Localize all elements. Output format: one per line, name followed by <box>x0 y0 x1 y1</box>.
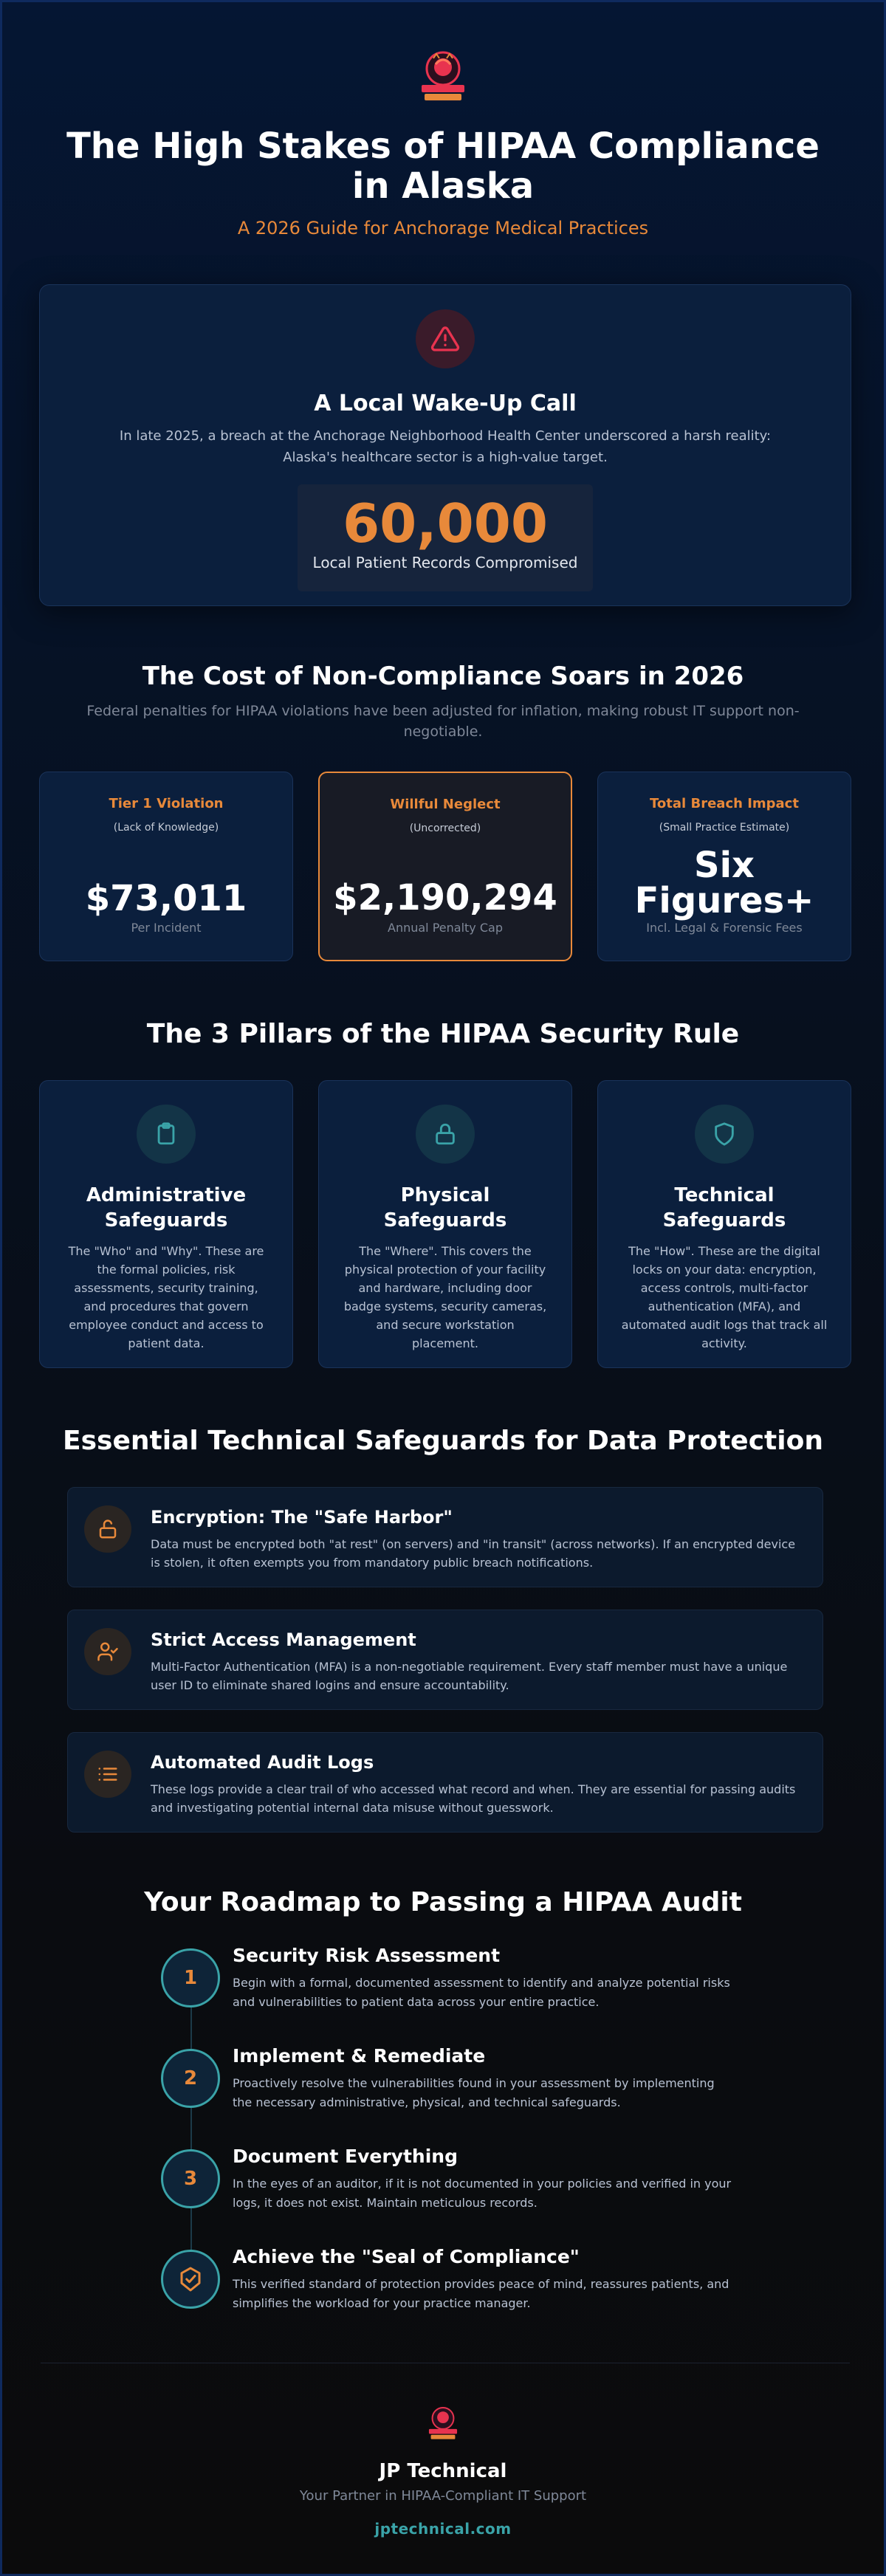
step-title: Achieve the "Seal of Compliance" <box>233 2246 580 2267</box>
shield-icon <box>695 1105 754 1164</box>
step-number: 1 <box>161 1948 220 2007</box>
pillar-text: The "Where". This covers the physical protection of your facility and hardware, including door badge systems, security cameras, and secure workstation placement. <box>343 1244 547 1350</box>
tier-footnote: Annual Penalty Cap <box>388 921 503 935</box>
pillar-text: The "Who" and "Why". These are the formal policies, risk assessments, security training, and procedures that govern employee conduct and access to patient data. <box>68 1244 264 1350</box>
seal-check-icon <box>161 2250 220 2309</box>
unlock-icon <box>84 1505 131 1553</box>
tier-name: Total Breach Impact <box>650 796 799 811</box>
step-text: In the eyes of an auditor, if it is not documented in your policies and verified in your logs, it does not exist. Maintain meticulous records. <box>233 2177 732 2210</box>
step-number: 3 <box>161 2149 220 2208</box>
alert-triangle-icon <box>416 309 475 368</box>
tier-note: (Lack of Knowledge) <box>113 822 219 834</box>
cost-section-subtitle: Federal penalties for HIPAA violations have been adjusted for inflation, making robust IT support non-negotiable. <box>86 703 800 740</box>
page-title: The High Stakes of HIPAA Compliance in Alaska <box>66 126 820 207</box>
pillar-title: Physical Safeguards <box>383 1184 507 1232</box>
cost-section-title: The Cost of Non-Compliance Soars in 2026 <box>142 662 744 691</box>
wake-up-card <box>39 284 851 606</box>
footer-tagline: Your Partner in HIPAA-Compliant IT Support <box>299 2488 587 2504</box>
tier-value-line1: Six <box>694 845 755 886</box>
pillars-section-title: The 3 Pillars of the HIPAA Security Rule <box>146 1019 740 1049</box>
safeguard-item-audit-logs <box>67 1732 823 1833</box>
tier-name: Willful Neglect <box>390 797 501 812</box>
lock-icon <box>416 1105 475 1164</box>
step-title: Document Everything <box>233 2146 458 2167</box>
step-number: 2 <box>161 2049 220 2108</box>
pillar-card-administrative <box>39 1080 293 1368</box>
safeguard-item-encryption <box>67 1487 823 1587</box>
step-title: Security Risk Assessment <box>233 1945 501 1966</box>
tier-footnote: Per Incident <box>131 921 202 935</box>
pillar-title: Administrative Safeguards <box>86 1184 247 1232</box>
records-stat-box <box>298 484 593 591</box>
safeguard-text: These logs provide a clear trail of who accessed what record and when. They are essential for passing audits and investigating potential internal data misuse without guesswork. <box>151 1782 796 1815</box>
step-text: Begin with a formal, documented assessment to identify and analyze potential risks and vulnerabilities to patient data across your entire practice. <box>233 1976 730 2009</box>
tier-card-total-breach <box>597 772 851 961</box>
wake-up-text: In late 2025, a breach at the Anchorage Neighborhood Health Center underscored a harsh reality: Alaska's healthcare sector is a high-value target. <box>119 428 772 465</box>
tier-value-line2: Figures+ <box>634 880 814 921</box>
safeguard-text: Multi-Factor Authentication (MFA) is a non-negotiable requirement. Every staff member must have a unique user ID to eliminate shared logins and ensure accountability. <box>151 1660 788 1692</box>
tier-value: $73,011 <box>85 878 247 919</box>
tier-value: $2,190,294 <box>333 877 557 918</box>
wake-up-title: A Local Wake-Up Call <box>314 391 577 416</box>
safeguard-item-access <box>67 1610 823 1710</box>
clipboard-icon <box>137 1105 196 1164</box>
page-subtitle: A 2026 Guide for Anchorage Medical Practices <box>237 218 649 238</box>
safeguard-title: Strict Access Management <box>151 1629 416 1650</box>
roadmap-section-title: Your Roadmap to Passing a HIPAA Audit <box>144 1887 742 1917</box>
jp-technical-logo <box>417 48 469 104</box>
user-check-icon <box>84 1628 131 1675</box>
tier-card-willful-neglect <box>318 772 572 961</box>
safeguard-title: Automated Audit Logs <box>151 1752 374 1773</box>
step-text: Proactively resolve the vulnerabilities found in your assessment by implementing the necessary administrative, physical, and technical safeguards. <box>233 2076 715 2109</box>
step-text: This verified standard of protection provides peace of mind, reassures patients, and simplifies the workload for your practice manager. <box>233 2277 729 2310</box>
footer-company-name: JP Technical <box>379 2460 507 2482</box>
footer <box>2 2404 884 2538</box>
safeguard-title: Encryption: The "Safe Harbor" <box>151 1507 453 1528</box>
list-icon <box>84 1751 131 1798</box>
essential-section-title: Essential Technical Safeguards for Data Protection <box>63 1426 823 1456</box>
records-stat-value: 60,000 <box>343 492 548 554</box>
tier-note: (Small Practice Estimate) <box>659 822 790 834</box>
step-title: Implement & Remediate <box>233 2045 486 2067</box>
pillar-card-technical <box>597 1080 851 1368</box>
tier-name: Tier 1 Violation <box>109 796 224 811</box>
pillar-title: Technical Safeguards <box>662 1184 786 1232</box>
footer-website-link[interactable]: jptechnical.com <box>374 2520 512 2538</box>
pillar-card-physical <box>318 1080 572 1368</box>
safeguard-text: Data must be encrypted both "at rest" (on servers) and "in transit" (across networks). If an encrypted device is stolen, it often exempts you from mandatory public breach notifications. <box>151 1537 796 1570</box>
header <box>2 48 884 238</box>
pillar-text: The "How". These are the digital locks on your data: encryption, access controls, multi-factor authentication (MFA), and automated audit logs that track all activity. <box>621 1244 828 1350</box>
roadmap-timeline-line <box>190 1978 192 2281</box>
records-stat-label: Local Patient Records Compromised <box>312 554 578 571</box>
tier-note: (Uncorrected) <box>409 822 481 834</box>
tier-footnote: Incl. Legal & Forensic Fees <box>646 921 803 935</box>
jp-technical-logo-small <box>426 2404 460 2442</box>
tier-value <box>598 845 851 921</box>
tier-card-tier1 <box>39 772 293 961</box>
